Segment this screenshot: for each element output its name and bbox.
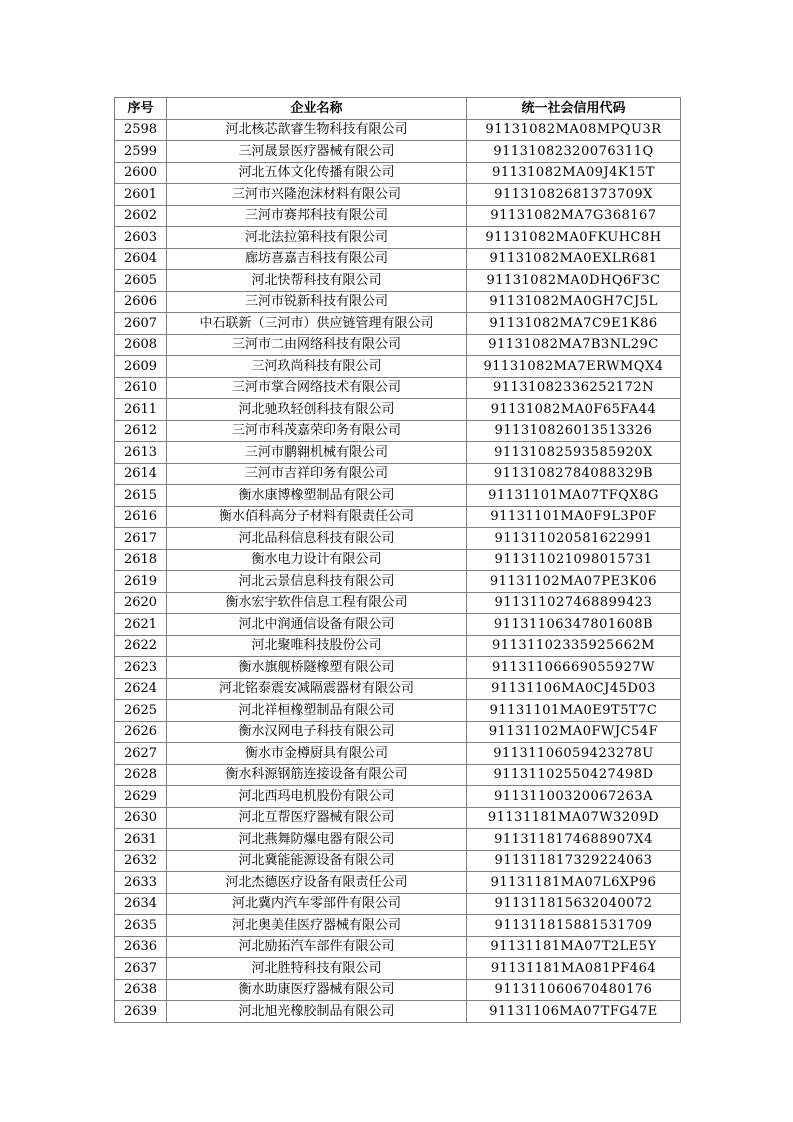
cell-serial-number: 2606: [115, 291, 167, 313]
cell-company-name: 衡水旗舰桥隧橡塑有限公司: [167, 657, 467, 679]
table-row: [115, 657, 681, 679]
cell-company-name: 廊坊喜嘉吉科技有限公司: [167, 248, 467, 270]
cell-serial-number: 2603: [115, 227, 167, 249]
cell-credit-code: 91131101MA07TFQX8G: [467, 485, 681, 507]
cell-company-name: 衡水汉网电子科技有限公司: [167, 721, 467, 743]
cell-serial-number: 2598: [115, 119, 167, 141]
table-row: [115, 184, 681, 206]
cell-company-name: 河北快帮科技有限公司: [167, 270, 467, 292]
cell-credit-code: 91131082MA0DHQ6F3C: [467, 270, 681, 292]
cell-company-name: 三河市赛邦科技有限公司: [167, 205, 467, 227]
table-row: [115, 678, 681, 700]
cell-serial-number: 2630: [115, 807, 167, 829]
cell-credit-code: 91131106MA0CJ45D03: [467, 678, 681, 700]
cell-serial-number: 2622: [115, 635, 167, 657]
cell-serial-number: 2604: [115, 248, 167, 270]
cell-serial-number: 2612: [115, 420, 167, 442]
cell-serial-number: 2613: [115, 442, 167, 464]
cell-credit-code: 91131181MA081PF464: [467, 958, 681, 980]
header-company-name: 企业名称: [167, 98, 467, 120]
cell-company-name: 三河市科茂嘉荣印务有限公司: [167, 420, 467, 442]
cell-credit-code: 91131082784088329B: [467, 463, 681, 485]
cell-company-name: 河北杰德医疗设备有限责任公司: [167, 872, 467, 894]
cell-company-name: 衡水佰科高分子材料有限责任公司: [167, 506, 467, 528]
company-table-body: [115, 119, 681, 1022]
cell-credit-code: 91131102335925662M: [467, 635, 681, 657]
cell-serial-number: 2635: [115, 915, 167, 937]
table-row: [115, 614, 681, 636]
table-row: [115, 506, 681, 528]
table-row: [115, 205, 681, 227]
cell-company-name: 河北励拓汽车部件有限公司: [167, 936, 467, 958]
cell-serial-number: 2639: [115, 1001, 167, 1023]
cell-credit-code: 91131082MA7B3NL29C: [467, 334, 681, 356]
cell-company-name: 河北聚唯科技股份公司: [167, 635, 467, 657]
table-row: [115, 786, 681, 808]
cell-company-name: 河北冀能能源设备有限公司: [167, 850, 467, 872]
cell-serial-number: 2618: [115, 549, 167, 571]
table-row: [115, 764, 681, 786]
cell-serial-number: 2626: [115, 721, 167, 743]
table-row: [115, 721, 681, 743]
cell-credit-code: 91131101MA0E9T5T7C: [467, 700, 681, 722]
cell-company-name: 河北核芯歆睿生物科技有限公司: [167, 119, 467, 141]
cell-credit-code: 91131102MA07PE3K06: [467, 571, 681, 593]
table-row: [115, 420, 681, 442]
cell-company-name: 三河市二由网络科技有限公司: [167, 334, 467, 356]
cell-company-name: 河北驰玖轻创科技有限公司: [167, 399, 467, 421]
table-row: [115, 915, 681, 937]
cell-credit-code: 911311815632040072: [467, 893, 681, 915]
cell-serial-number: 2616: [115, 506, 167, 528]
table-row: [115, 807, 681, 829]
cell-serial-number: 2632: [115, 850, 167, 872]
cell-serial-number: 2623: [115, 657, 167, 679]
table-row: [115, 141, 681, 163]
table-row: [115, 743, 681, 765]
table-row: [115, 248, 681, 270]
cell-serial-number: 2624: [115, 678, 167, 700]
table-header-row: [115, 98, 681, 120]
cell-serial-number: 2633: [115, 872, 167, 894]
cell-credit-code: 91131082681373709X: [467, 184, 681, 206]
table-row: [115, 872, 681, 894]
cell-company-name: 河北旭光橡胶制品有限公司: [167, 1001, 467, 1023]
cell-serial-number: 2611: [115, 399, 167, 421]
cell-company-name: 河北奥美佳医疗器械有限公司: [167, 915, 467, 937]
cell-credit-code: 91131101MA0F9L3P0F: [467, 506, 681, 528]
cell-company-name: 三河晟景医疗器械有限公司: [167, 141, 467, 163]
cell-credit-code: 91131082MA09J4K15T: [467, 162, 681, 184]
cell-company-name: 河北云景信息科技有限公司: [167, 571, 467, 593]
cell-credit-code: 91131082MA08MPQU3R: [467, 119, 681, 141]
table-row: [115, 958, 681, 980]
table-row: [115, 979, 681, 1001]
cell-credit-code: 91131082MA7G368167: [467, 205, 681, 227]
cell-company-name: 中石联新（三河市）供应链管理有限公司: [167, 313, 467, 335]
table-row: [115, 463, 681, 485]
cell-serial-number: 2608: [115, 334, 167, 356]
table-row: [115, 377, 681, 399]
cell-serial-number: 2631: [115, 829, 167, 851]
cell-company-name: 河北五体文化传播有限公司: [167, 162, 467, 184]
table-row: [115, 893, 681, 915]
cell-company-name: 河北胜特科技有限公司: [167, 958, 467, 980]
table-row: [115, 334, 681, 356]
header-credit-code: 统一社会信用代码: [467, 98, 681, 120]
table-row: [115, 936, 681, 958]
cell-credit-code: 911311020581622991: [467, 528, 681, 550]
cell-credit-code: 91131106059423278U: [467, 743, 681, 765]
cell-credit-code: 91131082MA0GH7CJ5L: [467, 291, 681, 313]
table-row: [115, 700, 681, 722]
cell-credit-code: 91131181MA07W3209D: [467, 807, 681, 829]
cell-serial-number: 2601: [115, 184, 167, 206]
table-row: [115, 270, 681, 292]
cell-serial-number: 2637: [115, 958, 167, 980]
cell-serial-number: 2599: [115, 141, 167, 163]
cell-company-name: 三河市锐新科技有限公司: [167, 291, 467, 313]
table-row: [115, 1001, 681, 1023]
table-row: [115, 356, 681, 378]
table-row: [115, 829, 681, 851]
cell-company-name: 三河市吉祥印务有限公司: [167, 463, 467, 485]
table-row: [115, 162, 681, 184]
cell-credit-code: 91131082MA0EXLR681: [467, 248, 681, 270]
cell-serial-number: 2600: [115, 162, 167, 184]
cell-company-name: 衡水康博橡塑制品有限公司: [167, 485, 467, 507]
cell-company-name: 衡水科源钢筋连接设备有限公司: [167, 764, 467, 786]
cell-credit-code: 91131082336252172N: [467, 377, 681, 399]
cell-credit-code: 91131100320067263A: [467, 786, 681, 808]
cell-serial-number: 2607: [115, 313, 167, 335]
cell-credit-code: 91131106MA07TFG47E: [467, 1001, 681, 1023]
cell-credit-code: 911311027468899423: [467, 592, 681, 614]
cell-credit-code: 91131181MA07L6XP96: [467, 872, 681, 894]
cell-credit-code: 9113118174688907X4: [467, 829, 681, 851]
cell-serial-number: 2609: [115, 356, 167, 378]
cell-serial-number: 2602: [115, 205, 167, 227]
table-row: [115, 313, 681, 335]
header-serial-number: 序号: [115, 98, 167, 120]
cell-company-name: 衡水市金樽厨具有限公司: [167, 743, 467, 765]
cell-serial-number: 2638: [115, 979, 167, 1001]
cell-serial-number: 2628: [115, 764, 167, 786]
cell-credit-code: 911311021098015731: [467, 549, 681, 571]
cell-credit-code: 91131082MA0FKUHC8H: [467, 227, 681, 249]
cell-credit-code: 911311815881531709: [467, 915, 681, 937]
cell-company-name: 三河市掌合网络技术有限公司: [167, 377, 467, 399]
table-row: [115, 592, 681, 614]
cell-credit-code: 91131082320076311Q: [467, 141, 681, 163]
cell-credit-code: 911310826013513326: [467, 420, 681, 442]
table-row: [115, 227, 681, 249]
table-row: [115, 442, 681, 464]
cell-company-name: 河北燕舞防爆电器有限公司: [167, 829, 467, 851]
cell-company-name: 河北铭泰震安减隔震器材有限公司: [167, 678, 467, 700]
table-row: [115, 399, 681, 421]
cell-serial-number: 2619: [115, 571, 167, 593]
cell-company-name: 河北祥桓橡塑制品有限公司: [167, 700, 467, 722]
cell-serial-number: 2615: [115, 485, 167, 507]
cell-serial-number: 2629: [115, 786, 167, 808]
cell-company-name: 衡水助康医疗器械有限公司: [167, 979, 467, 1001]
cell-company-name: 河北西玛电机股份有限公司: [167, 786, 467, 808]
cell-credit-code: 91131082MA0F65FA44: [467, 399, 681, 421]
cell-company-name: 河北中润通信设备有限公司: [167, 614, 467, 636]
cell-company-name: 河北法拉第科技有限公司: [167, 227, 467, 249]
table-row: [115, 528, 681, 550]
cell-credit-code: 911311817329224063: [467, 850, 681, 872]
cell-serial-number: 2610: [115, 377, 167, 399]
cell-credit-code: 91131102MA0FWJC54F: [467, 721, 681, 743]
cell-serial-number: 2634: [115, 893, 167, 915]
cell-serial-number: 2636: [115, 936, 167, 958]
cell-credit-code: 91131082MA7C9E1K86: [467, 313, 681, 335]
cell-company-name: 衡水电力设计有限公司: [167, 549, 467, 571]
cell-company-name: 三河市鹏翱机械有限公司: [167, 442, 467, 464]
cell-credit-code: 91131106347801608B: [467, 614, 681, 636]
cell-serial-number: 2625: [115, 700, 167, 722]
table-row: [115, 571, 681, 593]
table-row: [115, 119, 681, 141]
cell-credit-code: 91131106669055927W: [467, 657, 681, 679]
table-row: [115, 635, 681, 657]
cell-company-name: 河北冀内汽车零部件有限公司: [167, 893, 467, 915]
table-row: [115, 485, 681, 507]
cell-credit-code: 91131082MA7ERWMQX4: [467, 356, 681, 378]
cell-credit-code: 91131102550427498D: [467, 764, 681, 786]
cell-company-name: 河北互帮医疗器械有限公司: [167, 807, 467, 829]
cell-credit-code: 911311060670480176: [467, 979, 681, 1001]
cell-company-name: 河北品科信息科技有限公司: [167, 528, 467, 550]
cell-company-name: 三河市兴隆泡沫材料有限公司: [167, 184, 467, 206]
cell-serial-number: 2627: [115, 743, 167, 765]
cell-credit-code: 91131082593585920X: [467, 442, 681, 464]
company-table: [114, 97, 681, 1023]
cell-company-name: 三河玖尚科技有限公司: [167, 356, 467, 378]
cell-serial-number: 2614: [115, 463, 167, 485]
table-row: [115, 549, 681, 571]
cell-serial-number: 2621: [115, 614, 167, 636]
cell-serial-number: 2620: [115, 592, 167, 614]
cell-company-name: 衡水宏宇软件信息工程有限公司: [167, 592, 467, 614]
cell-serial-number: 2617: [115, 528, 167, 550]
table-row: [115, 291, 681, 313]
cell-credit-code: 91131181MA07T2LE5Y: [467, 936, 681, 958]
table-row: [115, 850, 681, 872]
cell-serial-number: 2605: [115, 270, 167, 292]
